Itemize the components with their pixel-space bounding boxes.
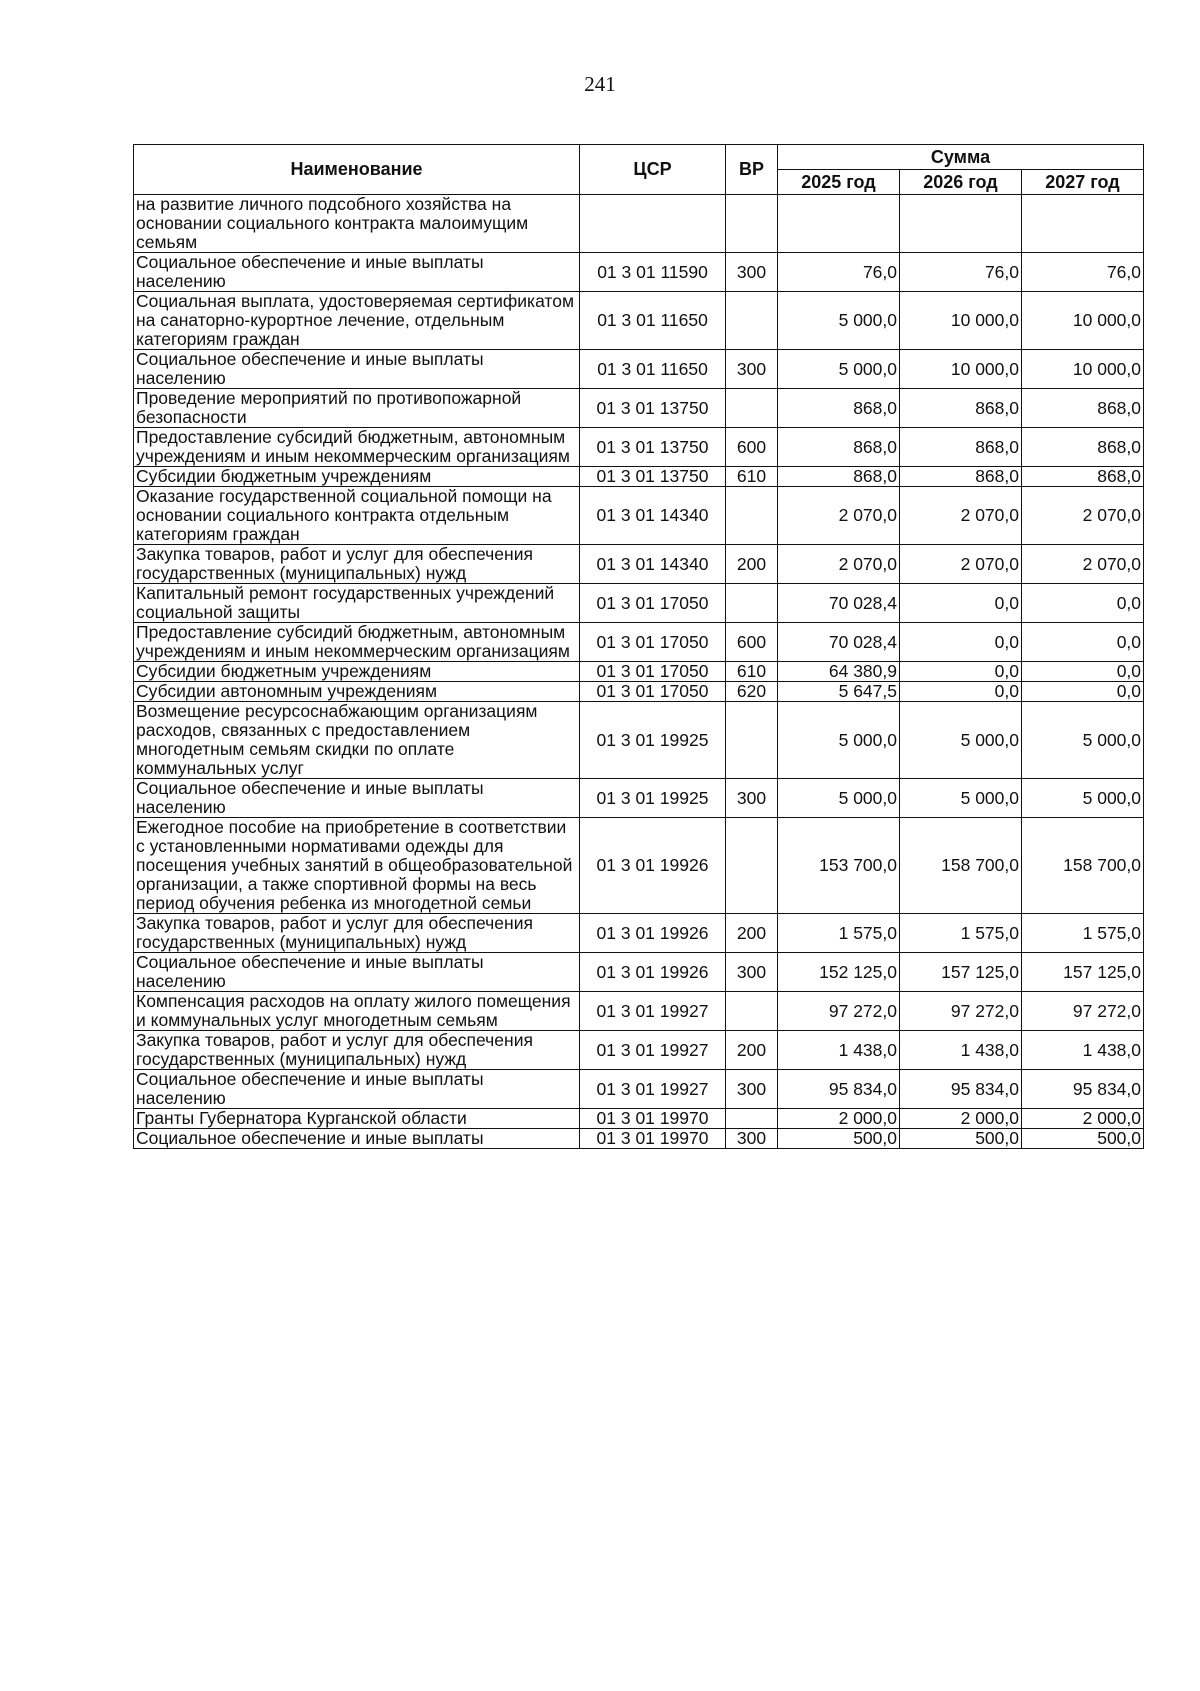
row-sum-2026: 0,0 (900, 584, 1022, 623)
row-csr: 01 3 01 19925 (580, 702, 726, 779)
row-name: Оказание государственной социальной помощи на основании социального контракта отдельным категориям граждан (134, 487, 580, 545)
row-sum-2025: 153 700,0 (778, 818, 900, 914)
row-csr: 01 3 01 17050 (580, 662, 726, 682)
row-vr (726, 1109, 778, 1129)
row-vr: 300 (726, 953, 778, 992)
table-row (134, 662, 1144, 682)
header-name: Наименование (134, 145, 580, 195)
row-sum-2025: 152 125,0 (778, 953, 900, 992)
row-sum-2027: 868,0 (1022, 389, 1144, 428)
row-sum-2027: 97 272,0 (1022, 992, 1144, 1031)
row-csr: 01 3 01 19925 (580, 779, 726, 818)
table-row (134, 545, 1144, 584)
row-csr: 01 3 01 13750 (580, 389, 726, 428)
row-csr: 01 3 01 19926 (580, 914, 726, 953)
row-sum-2025: 1 575,0 (778, 914, 900, 953)
row-name: на развитие личного подсобного хозяйства на основании социального контракта малоимущим семьям (134, 195, 580, 253)
row-vr: 620 (726, 682, 778, 702)
row-name: Субсидии бюджетным учреждениям (134, 467, 580, 487)
row-sum-2025 (778, 195, 900, 253)
table-row (134, 389, 1144, 428)
row-sum-2025: 5 000,0 (778, 779, 900, 818)
row-sum-2025: 868,0 (778, 467, 900, 487)
row-sum-2026: 2 070,0 (900, 545, 1022, 584)
row-sum-2027: 0,0 (1022, 662, 1144, 682)
row-sum-2025: 64 380,9 (778, 662, 900, 682)
row-sum-2026: 0,0 (900, 662, 1022, 682)
row-name: Закупка товаров, работ и услуг для обеспечения государственных (муниципальных) нужд (134, 914, 580, 953)
row-sum-2026: 868,0 (900, 467, 1022, 487)
row-name: Закупка товаров, работ и услуг для обеспечения государственных (муниципальных) нужд (134, 1031, 580, 1070)
row-vr: 300 (726, 779, 778, 818)
row-sum-2027: 0,0 (1022, 682, 1144, 702)
row-sum-2025: 1 438,0 (778, 1031, 900, 1070)
row-vr: 200 (726, 1031, 778, 1070)
row-sum-2026: 2 070,0 (900, 487, 1022, 545)
row-sum-2027: 10 000,0 (1022, 292, 1144, 350)
row-csr: 01 3 01 11590 (580, 253, 726, 292)
row-vr: 200 (726, 545, 778, 584)
row-vr: 300 (726, 1070, 778, 1109)
page-number: 241 (584, 72, 616, 96)
row-sum-2025: 70 028,4 (778, 623, 900, 662)
row-sum-2027: 5 000,0 (1022, 779, 1144, 818)
row-csr: 01 3 01 19927 (580, 1031, 726, 1070)
row-vr (726, 702, 778, 779)
table-row (134, 428, 1144, 467)
row-sum-2026: 95 834,0 (900, 1070, 1022, 1109)
row-csr: 01 3 01 19970 (580, 1109, 726, 1129)
row-sum-2027 (1022, 195, 1144, 253)
row-sum-2025: 5 000,0 (778, 702, 900, 779)
table-row (134, 253, 1144, 292)
row-sum-2026: 10 000,0 (900, 292, 1022, 350)
row-vr: 610 (726, 662, 778, 682)
row-vr: 600 (726, 623, 778, 662)
row-csr (580, 195, 726, 253)
row-sum-2027: 76,0 (1022, 253, 1144, 292)
row-sum-2025: 76,0 (778, 253, 900, 292)
row-sum-2025: 868,0 (778, 389, 900, 428)
row-sum-2027: 0,0 (1022, 584, 1144, 623)
row-sum-2025: 97 272,0 (778, 992, 900, 1031)
table-row (134, 779, 1144, 818)
row-sum-2025: 5 000,0 (778, 292, 900, 350)
row-vr (726, 992, 778, 1031)
row-sum-2026: 158 700,0 (900, 818, 1022, 914)
table-row (134, 195, 1144, 253)
row-vr: 300 (726, 253, 778, 292)
header-csr: ЦСР (580, 145, 726, 195)
table-row (134, 292, 1144, 350)
row-sum-2026: 1 575,0 (900, 914, 1022, 953)
row-name: Компенсация расходов на оплату жилого помещения и коммунальных услуг многодетным семьям (134, 992, 580, 1031)
row-csr: 01 3 01 13750 (580, 467, 726, 487)
row-vr: 600 (726, 428, 778, 467)
row-sum-2027: 500,0 (1022, 1129, 1144, 1149)
row-vr (726, 818, 778, 914)
row-name: Возмещение ресурсоснабжающим организациям расходов, связанных с предоставлением многодетным семьям скидки по оплате коммунальных услуг (134, 702, 580, 779)
table-row (134, 1109, 1144, 1129)
row-vr (726, 584, 778, 623)
row-sum-2026: 0,0 (900, 682, 1022, 702)
header-year-2025: 2025 год (778, 170, 900, 195)
row-csr: 01 3 01 11650 (580, 350, 726, 389)
row-name: Социальное обеспечение и иные выплаты населению (134, 253, 580, 292)
table-row (134, 487, 1144, 545)
row-sum-2025: 5 647,5 (778, 682, 900, 702)
table-row (134, 584, 1144, 623)
row-csr: 01 3 01 17050 (580, 584, 726, 623)
row-csr: 01 3 01 17050 (580, 682, 726, 702)
row-sum-2025: 2 070,0 (778, 487, 900, 545)
row-sum-2026: 500,0 (900, 1129, 1022, 1149)
table-body (134, 195, 1144, 1149)
row-name: Проведение мероприятий по противопожарной безопасности (134, 389, 580, 428)
row-sum-2025: 5 000,0 (778, 350, 900, 389)
row-sum-2025: 868,0 (778, 428, 900, 467)
row-csr: 01 3 01 19927 (580, 1070, 726, 1109)
row-sum-2025: 70 028,4 (778, 584, 900, 623)
row-vr: 610 (726, 467, 778, 487)
table-row (134, 953, 1144, 992)
table-row (134, 992, 1144, 1031)
row-csr: 01 3 01 13750 (580, 428, 726, 467)
row-sum-2026: 5 000,0 (900, 702, 1022, 779)
row-sum-2027: 157 125,0 (1022, 953, 1144, 992)
table-row (134, 818, 1144, 914)
row-sum-2027: 0,0 (1022, 623, 1144, 662)
table-row (134, 350, 1144, 389)
row-name: Ежегодное пособие на приобретение в соответствии с установленными нормативами одежды для посещения учебных занятий в общеобразовательной организации, а также спортивной формы на весь период обучения ребенка из многодетной семьи (134, 818, 580, 914)
row-sum-2027: 158 700,0 (1022, 818, 1144, 914)
row-name: Социальное обеспечение и иные выплаты населению (134, 1070, 580, 1109)
row-sum-2026: 76,0 (900, 253, 1022, 292)
row-vr (726, 195, 778, 253)
row-sum-2025: 2 070,0 (778, 545, 900, 584)
row-name: Социальное обеспечение и иные выплаты населению (134, 953, 580, 992)
budget-table (133, 144, 1144, 1149)
row-csr: 01 3 01 19970 (580, 1129, 726, 1149)
row-name: Закупка товаров, работ и услуг для обеспечения государственных (муниципальных) нужд (134, 545, 580, 584)
row-sum-2027: 2 000,0 (1022, 1109, 1144, 1129)
row-sum-2027: 2 070,0 (1022, 487, 1144, 545)
row-csr: 01 3 01 17050 (580, 623, 726, 662)
row-sum-2026 (900, 195, 1022, 253)
table-row (134, 914, 1144, 953)
row-sum-2026: 1 438,0 (900, 1031, 1022, 1070)
row-vr: 300 (726, 350, 778, 389)
header-year-2027: 2027 год (1022, 170, 1144, 195)
table-row (134, 1031, 1144, 1070)
row-vr (726, 292, 778, 350)
row-sum-2026: 157 125,0 (900, 953, 1022, 992)
table-row (134, 623, 1144, 662)
row-sum-2027: 2 070,0 (1022, 545, 1144, 584)
row-sum-2026: 868,0 (900, 389, 1022, 428)
row-name: Социальная выплата, удостоверяемая сертификатом на санаторно-курортное лечение, отдельным категориям граждан (134, 292, 580, 350)
header-vr: ВР (726, 145, 778, 195)
row-sum-2025: 500,0 (778, 1129, 900, 1149)
row-csr: 01 3 01 14340 (580, 545, 726, 584)
row-vr (726, 389, 778, 428)
row-name: Предоставление субсидий бюджетным, автономным учреждениям и иным некоммерческим организациям (134, 428, 580, 467)
row-vr: 200 (726, 914, 778, 953)
row-name: Социальное обеспечение и иные выплаты населению (134, 779, 580, 818)
row-name: Субсидии автономным учреждениям (134, 682, 580, 702)
table-row (134, 702, 1144, 779)
row-sum-2027: 868,0 (1022, 428, 1144, 467)
row-sum-2027: 95 834,0 (1022, 1070, 1144, 1109)
row-sum-2026: 868,0 (900, 428, 1022, 467)
table-row (134, 1129, 1144, 1149)
row-sum-2027: 10 000,0 (1022, 350, 1144, 389)
row-name: Социальное обеспечение и иные выплаты (134, 1129, 580, 1149)
row-sum-2025: 95 834,0 (778, 1070, 900, 1109)
row-name: Социальное обеспечение и иные выплаты населению (134, 350, 580, 389)
row-sum-2026: 97 272,0 (900, 992, 1022, 1031)
row-csr: 01 3 01 19927 (580, 992, 726, 1031)
header-year-2026: 2026 год (900, 170, 1022, 195)
row-sum-2027: 1 438,0 (1022, 1031, 1144, 1070)
table-row (134, 467, 1144, 487)
table-row (134, 1070, 1144, 1109)
row-sum-2026: 5 000,0 (900, 779, 1022, 818)
row-csr: 01 3 01 19926 (580, 818, 726, 914)
row-sum-2026: 10 000,0 (900, 350, 1022, 389)
row-name: Капитальный ремонт государственных учреждений социальной защиты (134, 584, 580, 623)
row-csr: 01 3 01 14340 (580, 487, 726, 545)
header-sum: Сумма (778, 145, 1144, 170)
row-sum-2027: 868,0 (1022, 467, 1144, 487)
row-sum-2027: 1 575,0 (1022, 914, 1144, 953)
row-csr: 01 3 01 11650 (580, 292, 726, 350)
row-name: Субсидии бюджетным учреждениям (134, 662, 580, 682)
row-vr (726, 487, 778, 545)
row-sum-2026: 0,0 (900, 623, 1022, 662)
table-header (134, 145, 1144, 195)
row-name: Предоставление субсидий бюджетным, автономным учреждениям и иным некоммерческим организациям (134, 623, 580, 662)
table-row (134, 682, 1144, 702)
row-sum-2025: 2 000,0 (778, 1109, 900, 1129)
row-name: Гранты Губернатора Курганской области (134, 1109, 580, 1129)
row-csr: 01 3 01 19926 (580, 953, 726, 992)
row-sum-2026: 2 000,0 (900, 1109, 1022, 1129)
row-sum-2027: 5 000,0 (1022, 702, 1144, 779)
row-vr: 300 (726, 1129, 778, 1149)
